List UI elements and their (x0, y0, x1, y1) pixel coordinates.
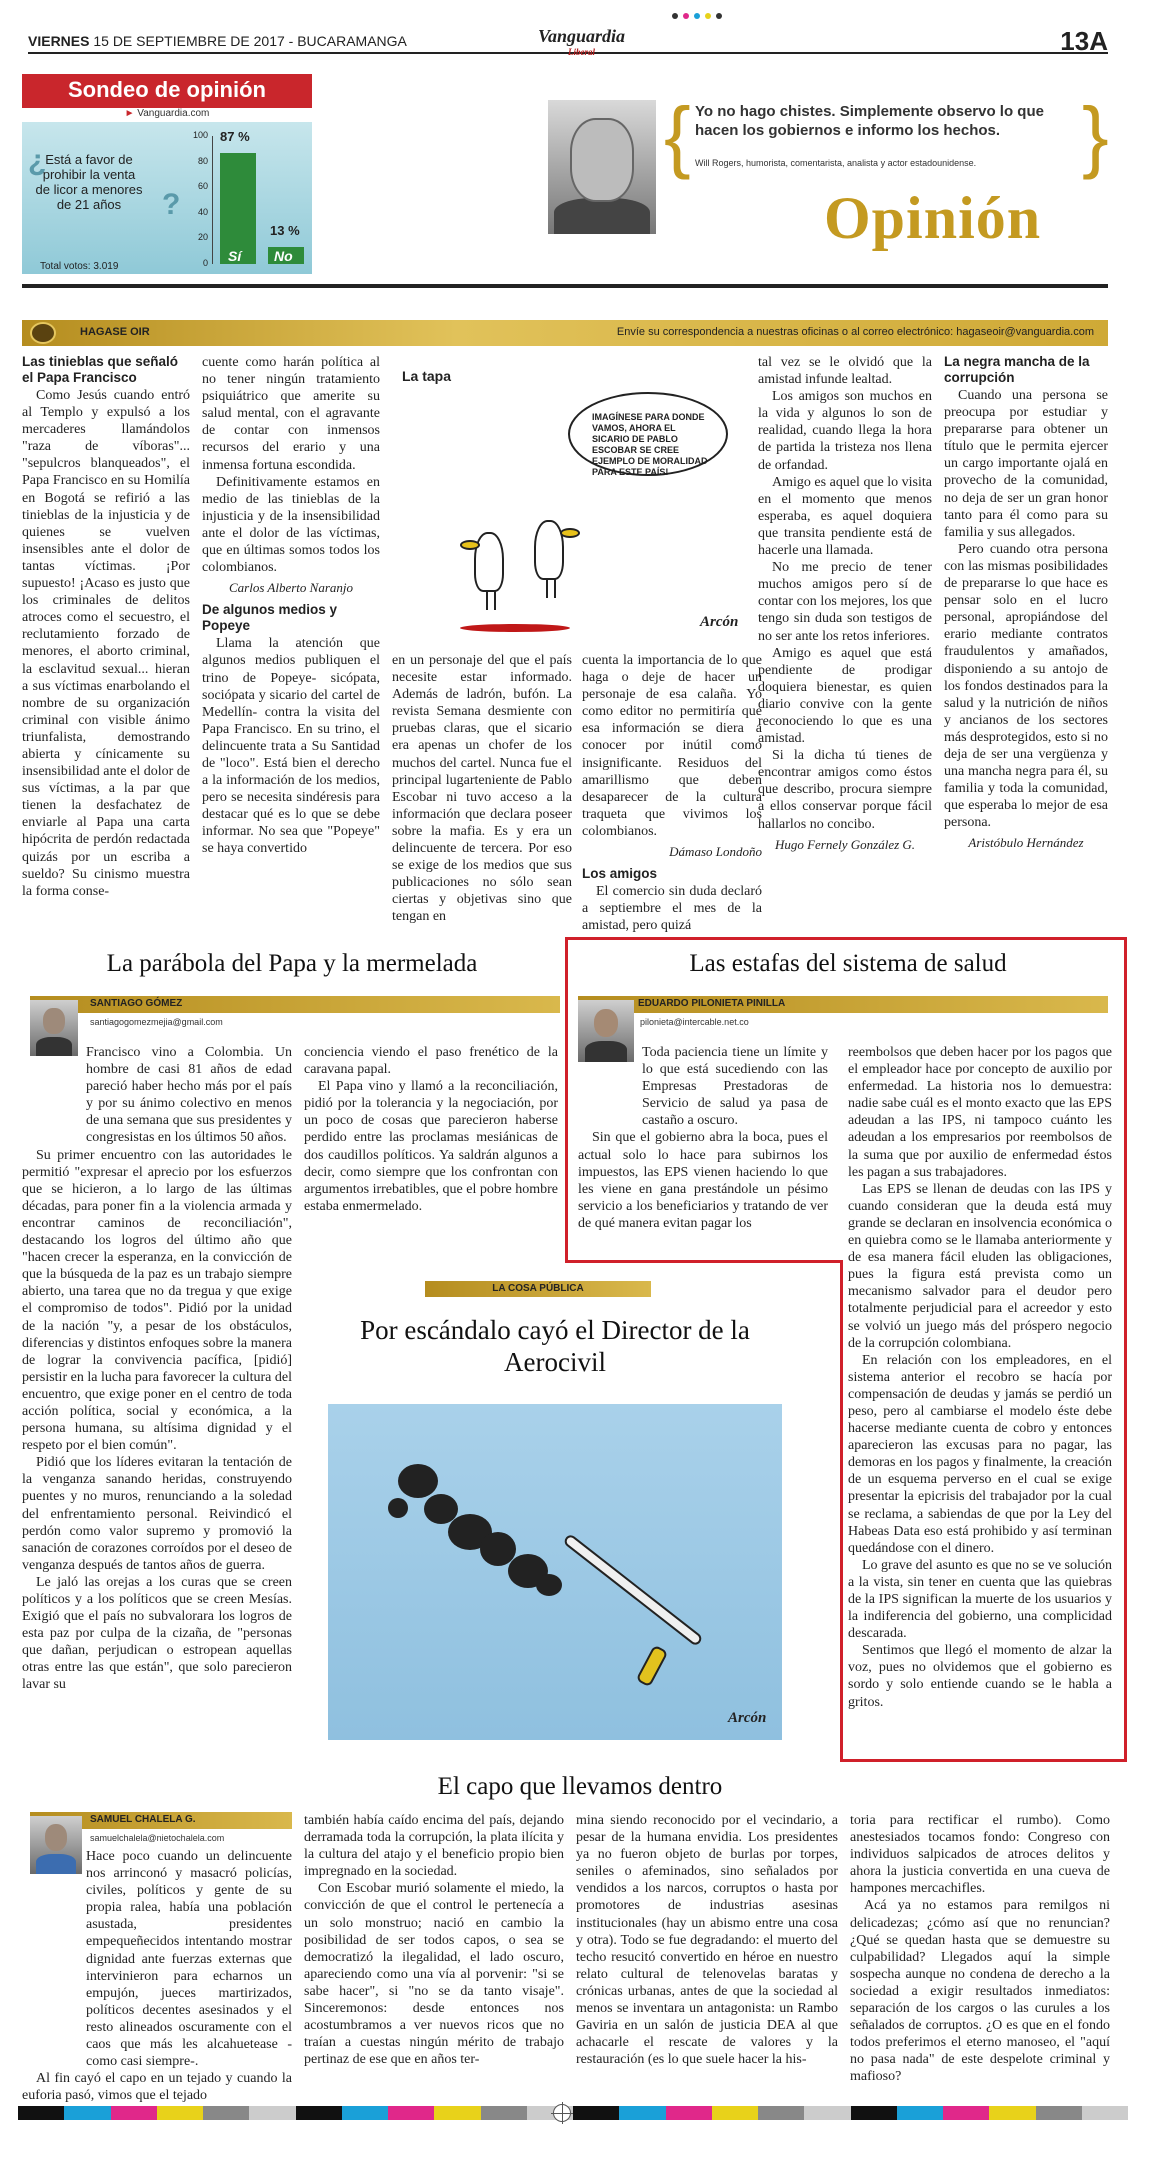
letter-body: El comercio sin duda declaró a septiembre el mes de la amistad, pero quizá (582, 884, 762, 934)
capo-column-1 (22, 1848, 292, 2104)
bird-legs (546, 578, 548, 598)
letters-column-4 (582, 652, 762, 934)
article-paragraph: toria para rectificar el rumbo). Como anestesiados tocamos fondo: Congreso con individuos salpicados de atroces delitos y ahora la justicia convertida en una cueva de hampones mercachifles. (850, 1813, 1110, 1897)
ear-icon (30, 322, 56, 344)
letter-signature: Hugo Fernely González G. (774, 836, 916, 852)
salud-column-1 (578, 1044, 828, 1232)
cartoon-signature: Arcón (728, 1710, 767, 1726)
article-paragraph: Hace poco cuando un delincuente nos arrinconó y masacró policías, civiles, políticos y gente de su propia ralea, había una población asustada, presidentes empequeñecidos intentando mostrar dignidad ante fuerzas externas que intervinieron para echarnos un empujón, jueces martirizados, políticos decentes asesinados y el resto alineados oscuramente con el caos que más les alcahuetease -como casi siempre-. (86, 1849, 292, 2070)
bird-figure (534, 520, 564, 580)
article-paragraph: Lo grave del asunto es que no se ve solución a la vista, sin tener en cuenta que las quiebras de la IPS significan la muerte de los usuarios y la indiferencia del gobierno, una complicidad descarada. (848, 1557, 1112, 1642)
article-paragraph: Su primer encuentro con las autoridades le permitió "expresar el aprecio por los esfuerzos que se hicieron, a lo largo de las últimas décadas, para poner fin a la violencia armada y encontrar caminos de reconciliación", destacando los logros del último año que "hacen crecer la esperanza, en la convicción de que la búsqueda de la paz es un trabajo siempre abierto, una tarea que no da tregua y que exige el compromiso de todos". Pidió por la unidad de la nación "y, a pesar de los obstáculos, diferencias y distintos enfoques sobre la manera de lograr la convivencia pacífica, [pidió] persistir en la lucha para favorecer la cultura del encuentro, que exige poner en el centro de toda acción política, social y económica, a la persona humana, su altísima dignidad y el respeto por el bien común". (22, 1147, 292, 1454)
poll-source: ► Vanguardia.com (22, 108, 312, 122)
author-portrait (548, 100, 656, 234)
papa-column-1 (22, 1044, 292, 1694)
letter-body: tal vez se le olvidó que la amistad infunde lealtad. (758, 355, 932, 388)
article-paragraph: Acá ya no estamos para remilgos ni delicadezas; ¿cómo así que no renuncian? ¿Qué se quedan hasta que se demuestre su culpabilidad? Llegados aquí la simple sospecha aunque no condena de derecho a la sociedad a exigir resultados inmediatos: separación de los cargos o las curules a los señalados de corruptos. ¿O es que en el fondo todos preferimos el eterno manoseo, el "aquí no pasa nada" de este despelote criminal y mafioso? (850, 1898, 1110, 2085)
brand-sub: Liberal (568, 47, 596, 57)
poll-axis (212, 136, 213, 264)
article-paragraph: Sentimos que llegó el momento de alzar la voz, pues no olvidemos que el gobierno es sordo y solo entiende cuando se le habla a gritos. (848, 1643, 1112, 1710)
salud-author-bar: EDUARDO PILONIETA PINILLA (578, 996, 1108, 1013)
letter-body: Llama la atención que algunos medios publiquen el trino de Popeye- sicópata, sociópata y sicario del cartel de Medellín- contra la visita del Papa Francisco. En su trino, el delincuente trata a Su Santidad de "loco". Está bien el derecho a la información de los medios, pero se necesita sindéresis para destacar qué es lo que se debe informar. No sea que "Popeye" se haya convertido (202, 636, 380, 857)
letter-title: Las tinieblas que señaló el Papa Francisco (22, 354, 179, 385)
falling-plane (562, 1533, 703, 1647)
salud-headline: Las estafas del sistema de salud (689, 950, 1007, 977)
aerocivil-cartoon (328, 1404, 782, 1740)
cartoon-speech-bubble: IMAGÍNESE PARA DONDE VAMOS, AHORA EL SICARIO DE PABLO ESCOBAR SE CREE EJEMPLO DE MORALIDAD PARA ESTE PAÍS! (568, 392, 728, 476)
letter-body: Si la dicha tú tienes de encontrar amigos como éstos que describo, procura siempre a ellos conservar porque fácil hallarlos no concibo. (758, 748, 932, 832)
poll-pct-si: 87 % (220, 128, 250, 144)
opinion-poll (22, 74, 312, 274)
letter-body: en un personaje del que el país necesite estar informado. Además de ladrón, bufón. La revista Semana desmiente con pruebas claras, que el sicario era apenas un chofer de los muchos del cartel. Nunca fue el principal lugarteniente de Pablo Escobar ni tuvo acceso a la información que declara poseer sobre la mafia. Es y era un delincuente de tercera. Por eso se exige de los medios que sus publicaciones no sólo sean ciertas y objetivas sino que tengan en (392, 653, 572, 925)
article-paragraph: Pidió que los líderes evitaran la tentación de la venganza sanando heridas, construyendo puentes y no muros, renunciando a la soledad del enfrentamiento personal. Reivindicó el perdón como valor supremo y promovió la sanación de corazones corroídos por el deseo de venganza después de tantos años de guerra. (22, 1455, 292, 1573)
article-paragraph: reembolsos que deben hacer por los pagos que el empleador hace por concepto de auxilio por enfermedad. La historia nos lo demuestra: nadie sabe cuál es el monto exacto que las EPS adeudan a las IPS, ni tampoco cuánto les adeudan a los empresarios por reembolsos de la suma que por auxilio de enfermedad éstos les pagan a sus trabajadores. (848, 1045, 1112, 1180)
tapa-label: La tapa (402, 368, 452, 384)
letter-body: No me precio de tener muchos amigos pero sí de contar con los mejores, los que tengo sin duda son testigos de no ser ante los retos inferiores. (758, 560, 932, 644)
registration-dots (672, 6, 752, 14)
photo-head (45, 1824, 68, 1851)
smoke-cloud (398, 1464, 438, 1498)
poll-label-no: No (274, 248, 293, 264)
beak-shape (460, 540, 480, 550)
registration-crosshair-icon (553, 2104, 571, 2122)
poll-source-text: Vanguardia.com (137, 108, 210, 119)
letter-signature: Carlos Alberto Naranjo (228, 580, 353, 596)
letter-body: cuenta la importancia de lo que haga o deje de hacer un personaje de esa calaña. Yo como editor no permitiría que esa información se diera a conocer por inútil como insignificante. Residuos del amarillismo que deben desaparecer de la cultura traqueta que vivimos los colombianos. (582, 653, 762, 839)
letters-column-2 (202, 354, 380, 858)
poll-tick-label: 100 (192, 130, 208, 140)
papa-author-bar: SANTIAGO GÓMEZ (30, 996, 560, 1013)
article-paragraph: Las EPS se llenan de deudas con las IPS y cuando consideran que la deuda está muy grande se declaran en insolvencia económica o en quiebra como se le llamaba anteriormente y de esa manera fácil eluden las obligaciones, pues la figura está prevista como un mecanismo salvador para el deudor pero totalmente perjudicial para el acreedor y esto se volvió un juego más del próspero negocio de la corrupción colombiana. (848, 1181, 1112, 1351)
capo-column-4 (850, 1812, 1110, 2086)
question-mark-icon: ¿ (28, 144, 47, 177)
capo-column-2 (304, 1812, 564, 2068)
masthead-date-text: 15 DE SEPTIEMBRE DE 2017 - BUCARAMANGA (93, 33, 407, 49)
article-paragraph: conciencia viendo el paso frenético de la caravana papal. (304, 1045, 558, 1078)
quote-text: Yo no hago chistes. Simplemente observo lo que hacen los gobiernos e informo los hechos. (695, 103, 1044, 139)
letter-body: Los amigos son muchos en la vida y algunos lo son de realidad, cuando llega la hora de partida la tristeza nos llena de orfandad. (758, 389, 932, 473)
section-title: Opinión (824, 185, 1042, 251)
poll-question: Está a favor de prohibir la venta de licor a menores de 21 años (35, 152, 143, 212)
capo-column-3 (576, 1812, 838, 2068)
article-paragraph: Toda paciencia tiene un límite y lo que está sucediendo con las Empresas Prestadoras de Servicio de salud ya pasa de castaño a oscuro. (642, 1045, 828, 1129)
highlight-box-edge (565, 1260, 843, 1263)
letter-body: Amigo es aquel que lo visita en el momento que menos esperaba, es aquel doquiera que transita pendiente está de hacerle una llamada. (758, 474, 932, 559)
letters-column-5 (758, 354, 932, 857)
papa-column-2 (304, 1044, 558, 1215)
letter-body: Pero cuando otra persona con las mismas posibilidades de prepararse lo que hace es pensar solo en el lucro personal, apropiándose del erario mediante contratos fraudulentos y amañados, disponiendo a su antojo de los fondos destinados para la salud y la nutrición de niños y ancianos de los sectores más desprotegidos, esto si no deja de ser una vergüenza y una mancha negra para él, su familia y toda la comunidad, que esperaba lo mejor de esa persona. (944, 541, 1108, 831)
capo-headline: El capo que llevamos dentro (437, 1773, 723, 1800)
letter-body: Cuando una persona se preocupa por estudiar y prepararse para obtener un título que le permita ejercer un cargo importante ojalá en provecho de la comunidad, no deja de ser un gran honor tanto para él como para su familia y sus allegados. (944, 388, 1108, 540)
cartoon-ground (460, 624, 570, 632)
portrait-face (570, 118, 634, 202)
poll-label-si: Sí (228, 248, 242, 264)
article-paragraph: Al fin cayó el capo en un tejado y cuando la euforia pasó, vimos que el tejado (22, 2071, 292, 2104)
brand-name: Vanguardia (538, 26, 626, 46)
poll-tick-label: 40 (197, 206, 208, 217)
letters-column-1 (22, 354, 190, 900)
photo-head (594, 1009, 619, 1038)
article-paragraph: Francisco vino a Colombia. Un hombre de casi 81 años de edad pareció haber hecho más por el país y por su ánimo colectivo en menos de una semana que sus presidentes y congresistas en los últimos 50 años. (86, 1045, 292, 1146)
cartoon-signature: Arcón (700, 614, 739, 630)
beak-shape (560, 528, 580, 538)
quote-author: Will Rogers, humorista, comentarista, analista y actor estadounidense. (695, 158, 977, 168)
cosa-publica-label: LA COSA PÚBLICA (425, 1281, 651, 1297)
article-paragraph: mina siendo reconocido por el vecindario, a pesar de la humana envidia. Los presidentes ya no fueron objeto de burlas por torpes, seniles o afeminados, sino señalados por vendidos a los narcos, corruptos o hasta por promotores de industrias asesinas institucionales (hay un abismo entre una cosa y otra). Todo se fue degradando: el muerto del techo resucitó convertido en héroe en nuestro relato cultural de telenovelas baratas y crónicas urbanas, antes de que la sociedad al menos se inventara un antagonista: un Rambo Gaviria en un salón de justicia DEA al que achacarle el rescate de valores y la restauración (es lo que suele hacer la his- (576, 1813, 838, 2068)
papa-headline: La parábola del Papa y la mermelada (106, 950, 478, 977)
article-paragraph: también había caído encima del país, dejando derramada toda la corrupción, la plata ilícita y la cultura del atajo y el beneficio propio bien impregnado en la sociedad. (304, 1813, 564, 1880)
poll-title: Sondeo de opinión (22, 74, 312, 108)
brand-logo (538, 28, 625, 60)
letter-signature: Dámaso Londoño (669, 844, 762, 860)
poll-tick-label: 60 (197, 181, 208, 192)
question-mark-icon: ? (162, 188, 181, 221)
masthead (28, 26, 1108, 57)
letter-body: Amigo es aquel que está pendiente de prodigar doquiera bienestar, es quien diario convive con la gente reconociendo lo que es una amistad. (758, 645, 932, 747)
aero-headline: Por escándalo cayó el Director de la Aerocivil (360, 1315, 750, 1377)
hagase-oir-bar (22, 320, 1108, 346)
salud-author-mail: pilonieta@intercable.net.co (640, 1017, 749, 1027)
poll-chart (22, 122, 312, 274)
poll-tick-label: 80 (197, 155, 208, 166)
section-divider (22, 284, 1108, 288)
letter-title: La negra mancha de la corrupción (944, 354, 1090, 385)
tapa-cartoon (400, 380, 780, 648)
article-paragraph: En relación con los empleadores, en el sistema anterior el recobro se hacía por compensación de deudas y jamás se perdió un peso, pero al cambiarse el modelo éste debe hacerse mediante cuenta de cobro y entonces aparecieron las excusas para no pagar, las demoras en los pagos y finalmente, la creación de un esquema perverso en el cual se exige presentar la epicrisis del trabajador por la cual se reclama, a sabiendas de que por la Ley del Habeas Data eso está prohibido y así terminan quedándose con el dinero. (848, 1352, 1112, 1556)
hagase-oir-mail: Envíe su correspondencia a nuestras oficinas o al correo electrónico: hagaseoir@vanguardia.com (616, 326, 1094, 338)
bird-legs (486, 590, 488, 610)
letter-body: Como Jesús cuando entró al Templo y expulsó a los mercaderes llamándolos "raza de víboras"... "sepulcros blanqueados", el Papa Francisco en su Homilía en Bogotá se refirió a las tinieblas de la injusticia y de quienes se vuelven insensibles ante el dolor de tantas víctimas. ¡Por supuesto! ¡Acaso es justo que los criminales de delitos atroces como el secuestro, el reclutamiento forzado de menores, el aborto criminal, la esclavitud sexual... hieran a sus víctimas enarbolando el nombre de su organización criminal con visible ánimo triunfalista, demostrando abierta y cínicamente su insensibilidad ante el dolor de sus víctimas, a la par que tienen la desfachatez de enviarle al Papa una carta hipócrita de perdón redactada quizás por un escriba a sueldo? Su cinismo muestra la forma conse- (22, 388, 190, 899)
poll-pct-no: 13 % (270, 223, 300, 239)
portrait-shoulders (554, 198, 650, 234)
salud-column-2 (848, 1044, 1112, 1711)
masthead-day: VIERNES (28, 33, 90, 49)
bird-figure (474, 532, 504, 592)
hagase-oir-label: HAGASE OIR (80, 326, 150, 338)
pilot-figure (636, 1645, 669, 1688)
capo-author-mail: samuelchalela@nietochalela.com (90, 1833, 225, 1843)
letter-body: cuente como harán política al no tener ningún tratamiento psiquiátrico que amerite su salud mental, con el agravante de contar con inmensos recursos del erario y una inmensa fortuna escondida. (202, 355, 380, 473)
poll-total: Total votos: 3.019 (40, 261, 119, 272)
capo-author-bar: SAMUEL CHALELA G. (30, 1812, 292, 1829)
papa-author-mail: santiagogomezmejia@gmail.com (90, 1017, 223, 1027)
color-registration-bar (18, 2106, 1128, 2120)
poll-tick-label: 20 (197, 232, 208, 243)
page-number: 13A (1060, 26, 1108, 56)
photo-head (43, 1008, 64, 1034)
masthead-date (28, 33, 407, 49)
letter-title: De algunos medios y Popeye (202, 602, 338, 634)
article-paragraph: El Papa vino y llamó a la reconciliación, pidió por la tolerancia y la negociación, por un poco de cosas que parecieron haberse perdido entre las proclamas mesiánicas de dos caudillos políticos. Ya saldrán algunos a decir, como siempre que los confrontan con argumentos irrebatibles, que el pobre hombre estaba enmermelado. (304, 1079, 558, 1214)
letters-column-6 (944, 354, 1108, 856)
letter-body: Definitivamente estamos en medio de las tinieblas de la injusticia y de la insensibilidad ante el dolor de las víctimas, que en últimas somos todos los colombianos. (202, 474, 380, 576)
article-paragraph: Sin que el gobierno abra la boca, pues el actual solo lo hace para subirnos los impuestos, las EPS vienen haciendo lo que les viene en gana prestándole un pésimo servicio a los beneficiarios y tratando de ver de qué manera evitan pagar los (578, 1130, 828, 1231)
left-brace-icon: { (664, 91, 691, 180)
article-paragraph: Le jaló las orejas a los curas que se creen políticos y a los políticos que se creen Mesías. Exigió que el país no subvalorara los logros de esta paz por culpa de la cizaña, de "personas que dañan, perjudican o estropean aquellas otras entre las que están", que solo parecieron lavar su (22, 1574, 292, 1693)
article-paragraph: Con Escobar murió solamente el miedo, la convicción de que el control le pertenecía a un solo monstruo; nació en cambio la posibilidad de ser todos capos, o sea se democratizó la ilegalidad, el lado oscuro, apareciendo como una vía al porvenir: "si se sabe hacer", si "no se da tanto visaje". Sinceremonos: desde entonces nos acostumbramos a ver nuevos ricos que no traían a cuestas ningún mérito de trabajo pertinaz de ese que en años ter- (304, 1881, 564, 2068)
letters-column-3 (392, 652, 572, 926)
right-brace-icon: } (1082, 91, 1109, 180)
smoke-cloud (388, 1498, 408, 1518)
poll-tick-label: 0 (202, 258, 208, 268)
letter-signature: Aristóbulo Hernández (968, 835, 1084, 851)
smoke-cloud (536, 1574, 562, 1596)
letter-title: Los amigos (582, 866, 658, 882)
